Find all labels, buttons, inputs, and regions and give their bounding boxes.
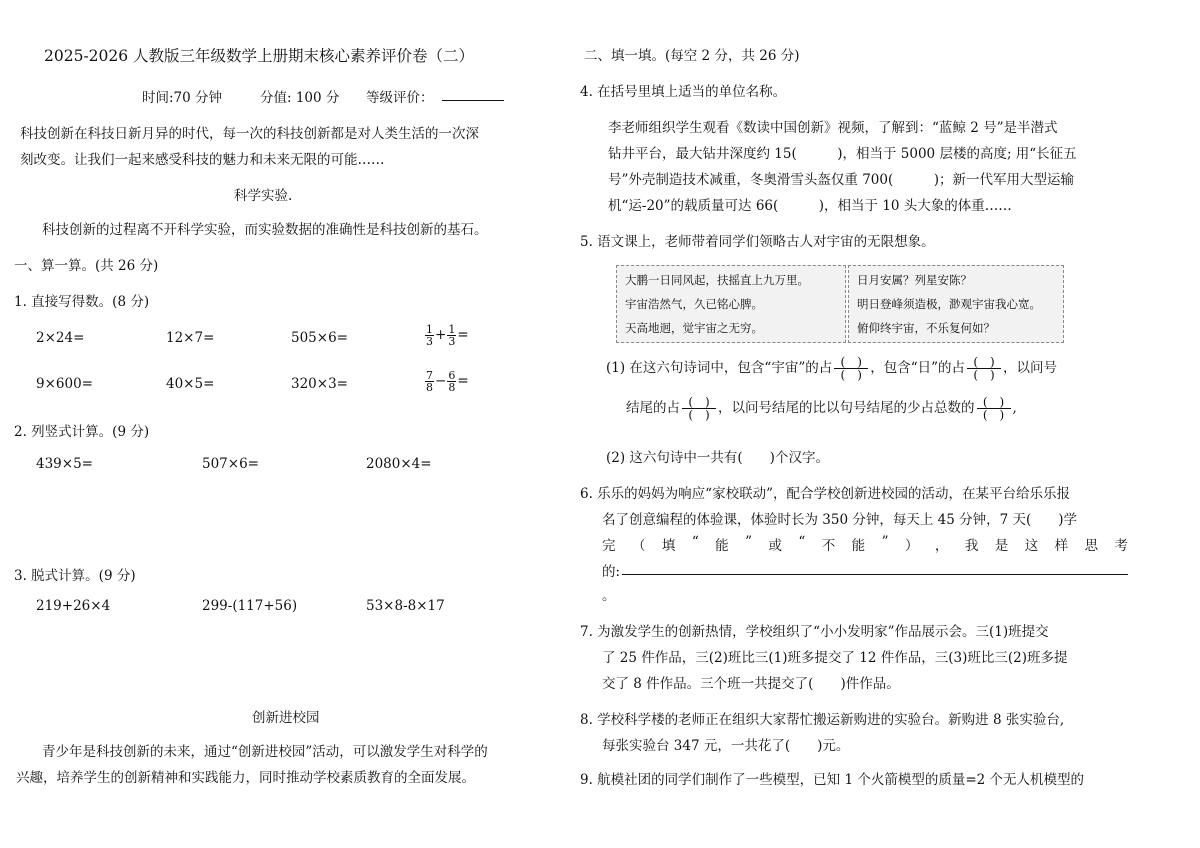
q6-line4: 的:	[602, 564, 621, 580]
campus-line-1: 青少年是科技创新的未来，通过“创新进校园”活动，可以激发学生对科学的	[42, 744, 488, 760]
exam-time: 时间:70 分钟	[142, 90, 223, 106]
q2-label: 2. 列竖式计算。(9 分)	[14, 424, 150, 440]
q6-line: 名了创意编程的体验课，体验时长为 350 分钟，每天上 45 分钟，7 天( )学	[602, 512, 1078, 528]
campus-line-2: 兴趣，培养学生的创新精神和实践能力，同时推动学校素质教育的全面发展。	[16, 770, 475, 786]
q1-fraction-expr: $\frac{7}{8}$ − $\frac{6}{8}$ =	[426, 369, 469, 394]
fraction-blank[interactable]: ( ) ( )	[682, 396, 716, 421]
q3-item: 219+26×4	[36, 598, 111, 614]
q1-item: 40×5=	[166, 376, 215, 392]
theme-heading-science: 科学实验.	[234, 188, 293, 204]
q3-item: 299-(117+56)	[202, 598, 298, 614]
fraction: $\frac{1}{3}$	[426, 323, 433, 348]
q1-item: 320×3=	[291, 376, 348, 392]
theme-text-science: 科技创新的过程离不开科学实验，而实验数据的准确性是科技创新的基石。	[42, 222, 488, 238]
q4-line: 钻井平台，最大钻井深度约 15( )，相当于 5000 层楼的高度; 用“长征五	[608, 146, 1077, 162]
exam-score: 分值: 100 分	[260, 90, 340, 106]
q7-line: 交了 8 件作品。三个班一共提交了( )件作品。	[602, 676, 900, 692]
q9-line: 9. 航模社团的同学们制作了一些模型，已知 1 个火箭模型的质量=2 个无人机模型的	[580, 772, 1085, 788]
q6-justified-line: 完 （ 填 “ 能 ” 或 “ 不 能 ” ） ， 我 是 这 样 思 考	[602, 534, 1128, 554]
q4-line: 号”外壳制造技术减重，冬奥滑雪头盔仅重 700( )；新一代军用大型运输	[608, 172, 1074, 188]
q1-label: 1. 直接写得数。(8 分)	[14, 294, 150, 310]
grade-blank[interactable]	[442, 100, 504, 101]
q6-line5: 。	[602, 588, 616, 604]
theme-heading-campus: 创新进校园	[252, 710, 320, 726]
q6-line: 6. 乐乐的妈妈为响应“家校联动”，配合学校创新进校园的活动，在某平台给乐乐报	[580, 486, 1070, 502]
q1-item: 9×600=	[36, 376, 93, 392]
q5-part2: (2) 这六句诗中一共有( )个汉字。	[606, 450, 829, 466]
q8-line: 每张实验台 347 元，一共花了( )元。	[602, 738, 850, 754]
q5-part1-line2: 结尾的占 ( ) ( ) ，以问号结尾的比以句号结尾的少占总数的 ( ) ( ) ,	[626, 395, 1017, 422]
q4-line: 李老师组织学生观看《数读中国创新》视频，了解到：“蓝鲸 2 号”是半潜式	[608, 120, 1058, 136]
q6-answer-line[interactable]	[622, 574, 1128, 575]
poem-box-left	[616, 265, 846, 343]
fraction: $\frac{7}{8}$	[426, 369, 433, 394]
q2-item: 2080×4=	[366, 456, 432, 472]
q7-line: 了 25 件作品，三(2)班比三(1)班多提交了 12 件作品，三(3)班比三(2)班多提	[602, 650, 1068, 666]
poem-line: 宇宙浩然气，久已铭心脾。	[625, 297, 763, 311]
poem-line: 明日登峰须造极，渺观宇宙我心宽。	[857, 297, 1041, 311]
intro-line-1: 科技创新在科技日新月异的时代，每一次的科技创新都是对人类生活的一次深	[20, 126, 479, 142]
fraction-blank[interactable]: ( ) ( )	[834, 356, 868, 381]
q2-item: 507×6=	[202, 456, 259, 472]
poem-line: 天高地迥，觉宇宙之无穷。	[625, 321, 763, 335]
fraction: $\frac{1}{3}$	[448, 323, 456, 348]
section-1-heading: 一、算一算。(共 26 分)	[14, 258, 159, 274]
q1-item: 505×6=	[291, 330, 348, 346]
q5-label: 5. 语文课上，老师带着同学们领略古人对宇宙的无限想象。	[580, 234, 935, 250]
q8-line: 8. 学校科学楼的老师正在组织大家帮忙搬运新购进的实验台。新购进 8 张实验台,	[580, 712, 1065, 728]
q1-item: 12×7=	[166, 330, 215, 346]
poem-line: 俯仰终宇宙，不乐复何如？	[857, 321, 995, 335]
q2-item: 439×5=	[36, 456, 93, 472]
q1-fraction-expr: $\frac{1}{3}$ + $\frac{1}{3}$ =	[426, 323, 469, 348]
q4-label: 4. 在括号里填上适当的单位名称。	[580, 84, 787, 100]
page-title: 2025-2026 人教版三年级数学上册期末核心素养评价卷（二）	[44, 47, 475, 65]
q7-line: 7. 为激发学生的创新热情，学校组织了“小小发明家”作品展示会。三(1)班提交	[580, 624, 1049, 640]
intro-line-2: 刻改变。让我们一起来感受科技的魅力和未来无限的可能……	[20, 152, 385, 168]
section-2-heading: 二、填一填。(每空 2 分，共 26 分)	[584, 48, 800, 64]
q3-label: 3. 脱式计算。(9 分)	[14, 568, 136, 584]
poem-box-right	[848, 265, 1064, 343]
q3-item: 53×8-8×17	[366, 598, 445, 614]
poem-line: 日月安属？列星安陈？	[857, 273, 972, 287]
q1-item: 2×24=	[36, 330, 85, 346]
q5-part1-line1: (1) 在这六句诗词中，包含“宇宙”的占 ( ) ( ) ，包含“日”的占 ( ) ( ) ，以问号	[606, 355, 1058, 382]
fraction: $\frac{6}{8}$	[448, 369, 456, 394]
poem-line: 大鹏一日同风起，扶摇直上九万里。	[625, 273, 809, 287]
fraction-blank[interactable]: ( ) ( )	[977, 396, 1011, 421]
q4-line: 机“运-20”的载质量可达 66( )，相当于 10 头大象的体重……	[608, 198, 1012, 214]
grade-label: 等级评价：	[366, 90, 434, 106]
fraction-blank[interactable]: ( ) ( )	[967, 356, 1001, 381]
